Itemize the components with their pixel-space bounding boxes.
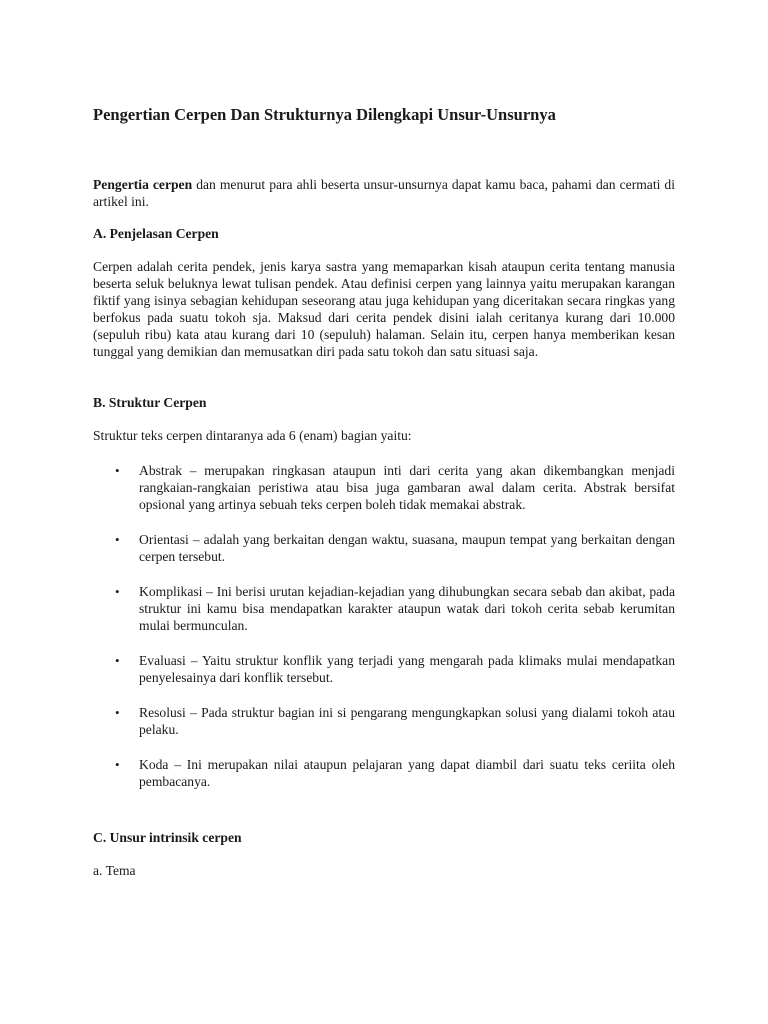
- list-item-text: Koda – Ini merupakan nilai ataupun pelajaran yang dapat diambil dari suatu teks ceriita oleh pembacanya.: [139, 757, 675, 789]
- section-b-intro: Struktur teks cerpen dintaranya ada 6 (enam) bagian yaitu:: [93, 428, 412, 443]
- list-item-text: Orientasi – adalah yang berkaitan dengan waktu, suasana, maupun tempat yang berkaitan dengan cerpen tersebut.: [139, 532, 675, 564]
- section-a-paragraph: Cerpen adalah cerita pendek, jenis karya sastra yang memaparkan kisah ataupun cerita tentang manusia beserta seluk beluknya lewat tulisan pendek. Atau definisi cerpen yang lainnya yaitu merupakan karangan fiktif yang isinya sebagian kehidupan seseorang atau juga kehidupan yang diceritakan secara ringkas yang berfokus pada suatu tokoh sja. Maksud dari cerita pendek disini ialah ceritanya kurang dari 10.000 (sepuluh ribu) kata atau kurang dari 10 (sepuluh) halaman. Selain itu, cerpen hanya memberikan kesan tunggal yang demikian dan memusatkan diri pada satu tokoh dan satu situasi saja.: [93, 259, 675, 359]
- heading-section-a: A. Penjelasan Cerpen: [93, 226, 219, 241]
- intro-rest: dan menurut para ahli beserta unsur-unsurnya dapat kamu baca, pahami dan cermati di artikel ini.: [93, 177, 675, 209]
- list-item-text: Evaluasi – Yaitu struktur konflik yang terjadi yang mengarah pada klimaks mulai mendapatkan penyelesainya dari konflik tersebut.: [139, 653, 675, 685]
- heading-section-c: C. Unsur intrinsik cerpen: [93, 830, 242, 845]
- list-item-text: Resolusi – Pada struktur bagian ini si pengarang mengungkapkan solusi yang dialami tokoh atau pelaku.: [139, 705, 675, 737]
- structure-list: [93, 462, 675, 808]
- list-item: [93, 462, 675, 513]
- list-item-text: Abstrak – merupakan ringkasan ataupun inti dari cerita yang akan dikembangkan menjadi rangkaian-rangkaian peristiwa atau bisa juga gambaran awal dalam cerita. Abstrak bersifat opsional yang artinya sebuah teks cerpen boleh tidak memakai abstrak.: [139, 463, 675, 512]
- intro-paragraph: [93, 176, 675, 210]
- list-item-text: Komplikasi – Ini berisi urutan kejadian-kejadian yang dihubungkan secara sebab dan akibat, pada struktur ini kamu bisa mendapatkan karakter ataupun watak dari tokoh cerita sebab kerumitan mulai bermunculan.: [139, 584, 675, 633]
- list-item: [93, 531, 675, 565]
- document-title: Pengertian Cerpen Dan Strukturnya Dilengkapi Unsur-Unsurnya: [93, 105, 556, 124]
- bullet-icon: •: [115, 532, 120, 547]
- list-item: [93, 756, 675, 790]
- bullet-icon: •: [115, 584, 120, 599]
- heading-section-b: B. Struktur Cerpen: [93, 395, 207, 410]
- bullet-icon: •: [115, 757, 120, 772]
- list-item: [93, 583, 675, 634]
- list-item: [93, 652, 675, 686]
- bullet-icon: •: [115, 653, 120, 668]
- intro-bold-lead: Pengertia cerpen: [93, 177, 193, 192]
- bullet-icon: •: [115, 463, 120, 478]
- bullet-icon: •: [115, 705, 120, 720]
- list-item: [93, 704, 675, 738]
- subsection-tema: a. Tema: [93, 863, 136, 878]
